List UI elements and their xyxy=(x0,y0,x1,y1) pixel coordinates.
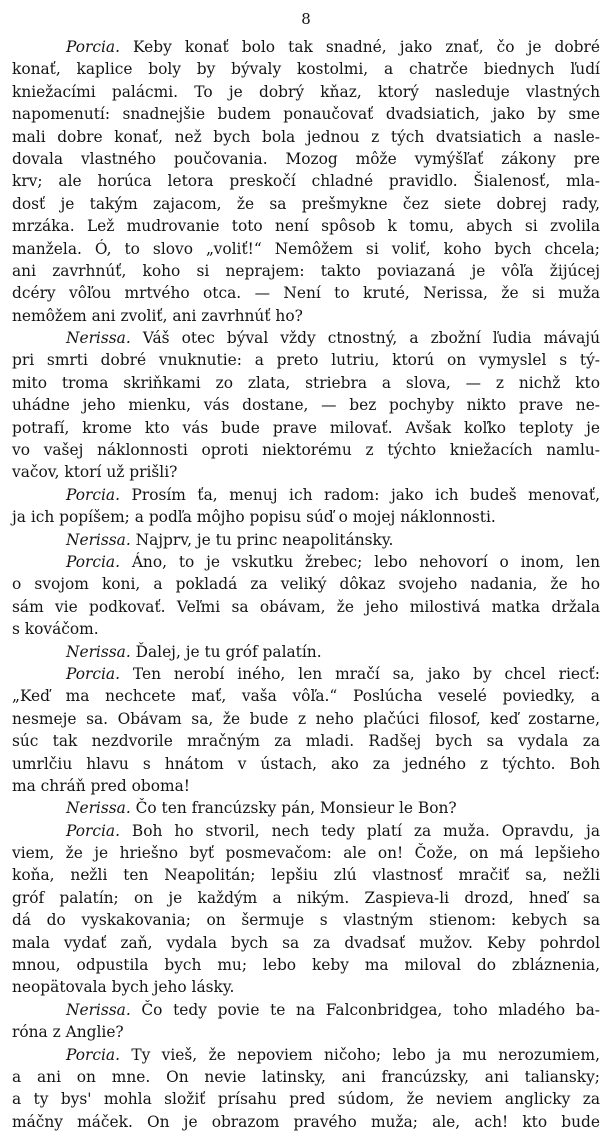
line-text: Ty vieš, že nepoviem ničoho; lebo ja mu nerozumiem, xyxy=(119,1045,600,1064)
text-line xyxy=(12,327,600,349)
line-text: pri smrti dobré vnuknutie: a preto lutriu, ktorú on vymyslel s tý- xyxy=(12,351,600,370)
line-text: Ten nerobí iného, len mračí sa, jako by chcel riecť: xyxy=(119,664,600,683)
line-text: napomenutí: snadnejšie budem ponaučovať dvadsiatich, jako by sme xyxy=(12,105,600,124)
line-text: Prosím ťa, menuj ich radom: jako ich budeš menovať, xyxy=(119,485,600,504)
line-text: manžela. Ó, to slovo „voliť!“ Nemôžem si voliť, koho bych chcela; xyxy=(12,239,600,258)
text-line xyxy=(12,596,600,618)
line-text: viem, že je hriešno byť posmevačom: ale on! Čože, on má lepšieho xyxy=(12,844,600,863)
text-line xyxy=(12,215,600,237)
line-text: dcéry vôľou mrtvého otca. — Není to kruté, Nerissa, že si muža xyxy=(12,284,600,303)
line-text: konať, kaplice boly by bývaly kostolmi, a chatrče biednych ľudí xyxy=(12,60,600,79)
line-text: mali dobre konať, než bych bola jednou z tých dvatsiatich a nasle- xyxy=(12,127,600,146)
text-line xyxy=(12,58,600,80)
text-line xyxy=(12,932,600,954)
text-line xyxy=(12,775,600,797)
line-text: krv; ale horúca letora preskočí chladné pravidlo. Šialenosť, mla- xyxy=(12,172,600,191)
speaker-name: Porcia. xyxy=(66,664,120,683)
text-line xyxy=(12,641,600,663)
line-text: sám vie podkovať. Veľmi sa obávam, že jeho milostivá matka držala xyxy=(12,597,600,616)
line-text: Boh ho stvoril, nech tedy platí za muža. Opravdu, ja xyxy=(119,821,600,840)
text-line xyxy=(12,663,600,685)
line-text: ma chráň pred oboma! xyxy=(12,776,190,795)
line-text: Áno, to je vskutku žrebec; lebo nehovorí o inom, len xyxy=(119,552,600,571)
text-line xyxy=(12,394,600,416)
line-text: Váš otec býval vždy ctnostný, a zbožní ľudia mávajú xyxy=(130,329,600,348)
line-text: súc tak nezdvorile mračným za mladi. Radšej bych sa vydala za xyxy=(12,732,600,751)
speaker-name: Nerissa. xyxy=(66,642,131,661)
line-text: uhádne jeho mienku, vás dostane, — bez pochyby nikto prave ne- xyxy=(12,396,600,415)
line-text: dovala vlastného poučovania. Mozog môže vymýšľať zákony pre xyxy=(12,149,600,168)
line-text: róna z Anglie? xyxy=(12,1023,124,1042)
text-line xyxy=(12,372,600,394)
text-line xyxy=(12,349,600,371)
text-line xyxy=(12,976,600,998)
text-line xyxy=(12,887,600,909)
text-line xyxy=(12,170,600,192)
line-text: Čo ten francúzsky pán, Monsieur le Bon? xyxy=(130,799,457,818)
speaker-name: Nerissa. xyxy=(66,1000,131,1019)
line-text: s kováčom. xyxy=(12,620,99,639)
text-line xyxy=(12,484,600,506)
text-line xyxy=(12,36,600,58)
text-line xyxy=(12,1021,600,1043)
speaker-name: Porcia. xyxy=(66,552,120,571)
text-line xyxy=(12,103,600,125)
text-line xyxy=(12,864,600,886)
line-text: ani zavrhnúť, koho si neprajem: takto poviazaná je vôľa žijúcej xyxy=(12,261,600,280)
text-line xyxy=(12,1066,600,1088)
text-line xyxy=(12,573,600,595)
line-text: Čo tedy povie te na Falconbridgea, toho mladého ba- xyxy=(130,1000,600,1019)
line-text: gróf palatín; on je každým a nikým. Zaspieva-li drozd, hneď sa xyxy=(12,888,600,907)
text-line xyxy=(12,260,600,282)
text-line xyxy=(12,1044,600,1066)
text-line xyxy=(12,954,600,976)
line-text: kniežacími palácmi. To je dobrý kňaz, ktorý nasleduje vlastných xyxy=(12,82,600,101)
text-line xyxy=(12,529,600,551)
text-line xyxy=(12,753,600,775)
text-line xyxy=(12,999,600,1021)
line-text: mala vydať zaň, vydala bych sa za dvadsať mužov. Keby pohrdol xyxy=(12,933,600,952)
line-text: Ďalej, je tu gróf palatín. xyxy=(130,642,322,661)
line-text: „Keď ma nechcete mať, vaša vôľa.“ Poslúcha veselé poviedky, a xyxy=(12,687,600,706)
line-text: koňa, nežli ten Neapolitán; lepšiu zlú vlastnosť mračiť sa, nežli xyxy=(12,866,600,885)
text-line xyxy=(12,909,600,931)
line-text: nemôžem ani zvoliť, ani zavrhnúť ho? xyxy=(12,306,303,325)
line-text: Najprv, je tu princ neapolitánsky. xyxy=(130,530,394,549)
text-line xyxy=(12,461,600,483)
line-text: a ty bys' mohla složiť prísahu pred súdom, že neviem anglicky za xyxy=(12,1090,600,1109)
text-line xyxy=(12,148,600,170)
line-text: umrlčiu hlavu s hnátom v ústach, ako za jedného z týchto. Boh xyxy=(12,754,600,773)
text-line xyxy=(12,238,600,260)
line-text: neopätovala bych jeho lásky. xyxy=(12,978,235,997)
text-line xyxy=(12,282,600,304)
text-line xyxy=(12,1088,600,1110)
line-text: a ani on mne. On nevie latinsky, ani francúzsky, ani taliansky; xyxy=(12,1067,600,1086)
speaker-name: Nerissa. xyxy=(66,329,131,348)
line-text: máčny máček. On je obrazom pravého muža; ale, ach! kto bude xyxy=(12,1112,600,1131)
speaker-name: Nerissa. xyxy=(66,799,131,818)
text-line xyxy=(12,305,600,327)
speaker-name: Porcia. xyxy=(66,1045,120,1064)
text-line xyxy=(12,506,600,528)
text-line xyxy=(12,126,600,148)
text-line xyxy=(12,708,600,730)
line-text: vo vašej náklonnosti oproti niektorému z týchto kniežacích namlu- xyxy=(12,441,600,460)
speaker-name: Porcia. xyxy=(66,38,120,56)
text-line xyxy=(12,1111,600,1133)
text-line xyxy=(12,618,600,640)
speaker-name: Porcia. xyxy=(66,485,120,504)
line-text: Keby konať bolo tak snadné, jako znať, čo je dobré xyxy=(119,38,600,56)
line-text: mnou, odpustila bych mu; lebo keby ma miloval do zbláznenia, xyxy=(12,956,600,975)
line-text: dosť je takým zajacom, že sa prešmykne čez siete dobrej rady, xyxy=(12,194,600,213)
speaker-name: Porcia. xyxy=(66,821,120,840)
line-text: potrafí, krome kto vás bude prave milovať. Avšak koľko teploty je xyxy=(12,418,600,437)
text-line xyxy=(12,193,600,215)
body-text xyxy=(12,36,600,1133)
page-number: 8 xyxy=(301,10,311,28)
text-line xyxy=(12,820,600,842)
text-line xyxy=(12,685,600,707)
text-line xyxy=(12,417,600,439)
text-line xyxy=(12,842,600,864)
text-line xyxy=(12,730,600,752)
line-text: vačov, ktorí už prišli? xyxy=(12,463,178,482)
text-line xyxy=(12,439,600,461)
line-text: mrzáka. Lež mudrovanie toto není spôsob k tomu, abych si zvolila xyxy=(12,217,600,236)
speaker-name: Nerissa. xyxy=(66,530,131,549)
text-line xyxy=(12,81,600,103)
line-text: mito troma skriňkami zo zlata, striebra a slova, — z nichž kto xyxy=(12,373,600,392)
text-line xyxy=(12,551,600,573)
line-text: ja ich popíšem; a podľa môjho popisu súď o mojej náklonnosti. xyxy=(12,508,496,527)
line-text: nesmeje sa. Obávam sa, že bude z neho plačúci filosof, keď zostarne, xyxy=(12,709,600,728)
text-line xyxy=(12,797,600,819)
line-text: o svojom koni, a pokladá za veliký dôkaz svojeho nadania, že ho xyxy=(12,575,600,594)
line-text: dá do vyskakovania; on šermuje s vlastným stienom: kebych sa xyxy=(12,911,600,930)
